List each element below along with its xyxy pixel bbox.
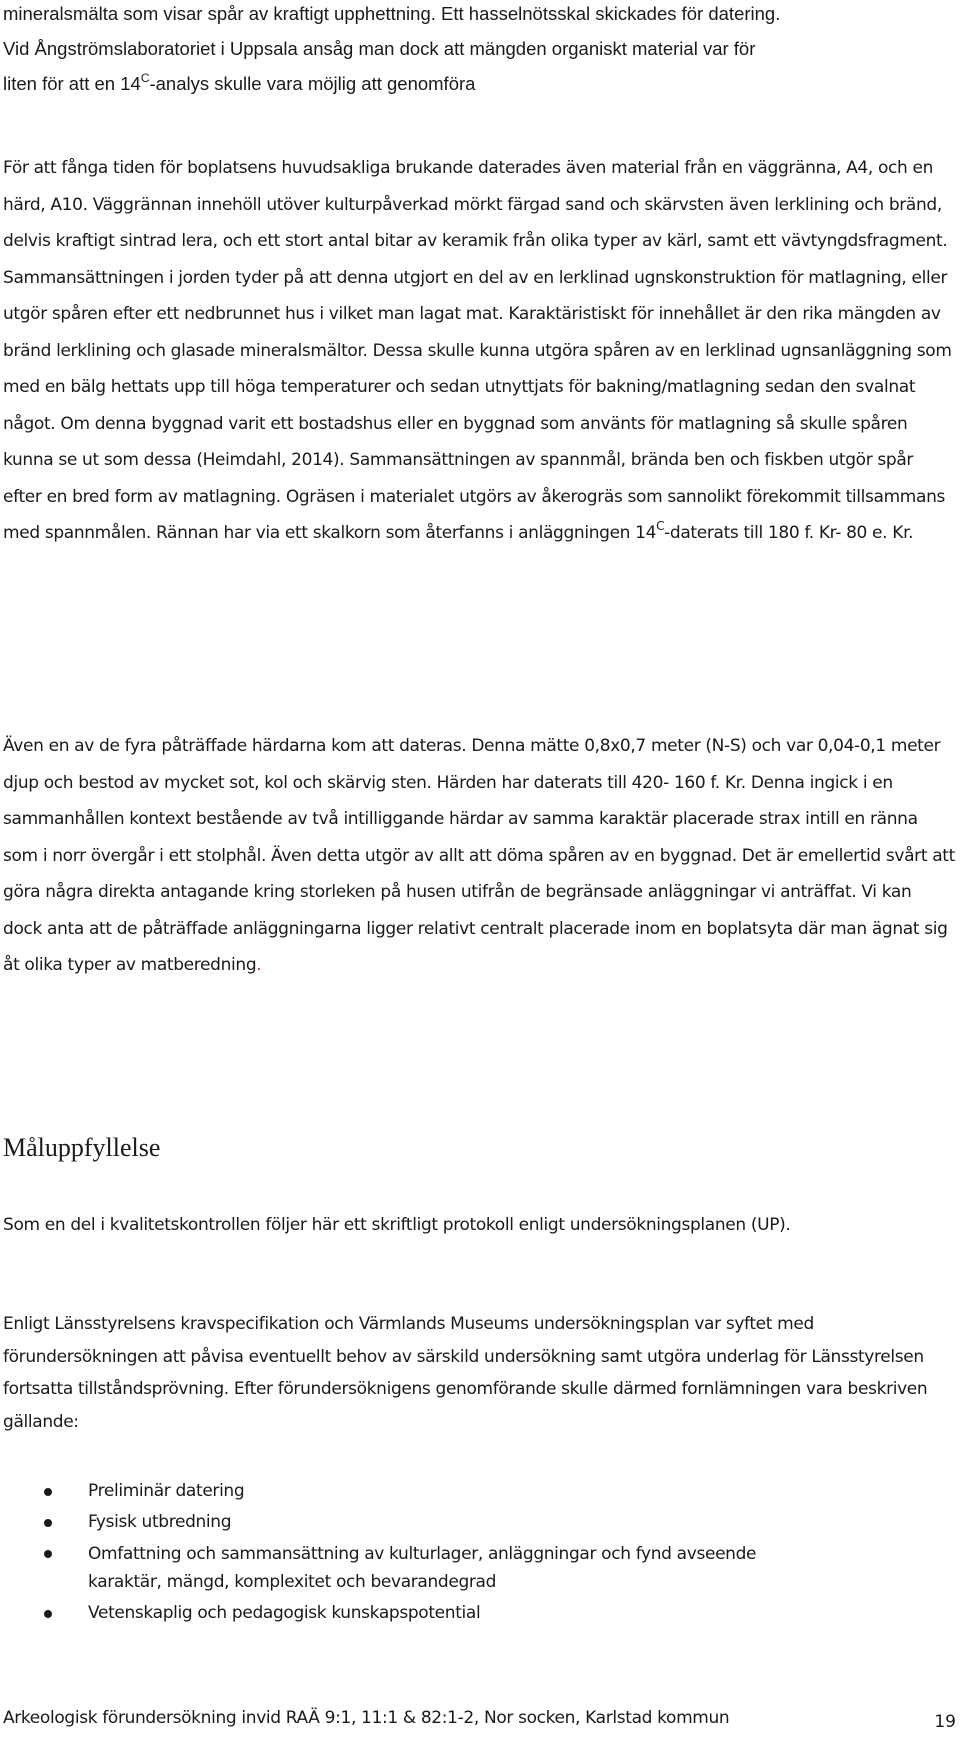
list-item [0, 1598, 900, 1629]
carbon-superscript: C [140, 71, 150, 85]
wall-trench-end: -daterats till 180 f. Kr- 80 e. Kr. [664, 523, 914, 543]
top-line-1: mineralsmälta som visar spår av kraftigt upphettning. Ett hasselnötsskal skickades för datering. [3, 3, 781, 24]
requirements-text: Enligt Länsstyrelsens kravspecifikation och Värmlands Museums undersökningsplan var syftet med förundersökningen att påvisa eventuellt behov av särskild undersökning samt utgöra underlag för Länsstyrelsen fortsatta tillståndsprövning. Efter förundersöknigens genomförande skulle därmed fornlämningen vara beskriven gällande: [3, 1314, 928, 1432]
footer-title: Arkeologisk förundersökning invid RAÄ 9:1, 11:1 & 82:1-2, Nor socken, Karlstad kommun [3, 1708, 730, 1728]
hearth-text: Även en av de fyra påträffade härdarna kom att dateras. Denna mätte 0,8x0,7 meter (N-S) och var 0,04-0,1 meter djup och bestod av mycket sot, kol och skärvig sten. Härden har daterats till 420- 160 f. Kr. Denna ingick i en sammanhållen kontext bestående av två intilliggande härdar av samma karaktär placerade strax intill en ränna som i norr övergår i ett stolphål. Även detta utgör av allt att döma spåren av en byggnad. Det är emellertid svårt att göra några direkta antagande kring storleken på husen utifrån de begränsade anläggningar vi anträffat. Vi kan dock anta att de påträffade anläggningarna ligger relativt centralt placerade inom en boplatsyta där man ägnat sig åt olika typer av matberedning [3, 736, 955, 975]
paragraph-hearth [3, 728, 955, 984]
bullet-icon [44, 1610, 52, 1618]
list-item-text: Vetenskaplig och pedagogisk kunskapspotential [88, 1603, 481, 1623]
top-line-3-pre: liten för att en 14 [3, 73, 141, 94]
list-item-text: Preliminär datering [88, 1481, 245, 1501]
quality-control-text: Som en del i kvalitetskontrollen följer här ett skriftligt protokoll enligt undersökningsplanen (UP). [3, 1215, 791, 1235]
bullet-icon [44, 1519, 52, 1527]
paragraph-wall-trench [3, 150, 955, 552]
list-item-text: Fysisk utbredning [88, 1512, 232, 1532]
list-item [0, 1538, 900, 1598]
bullet-icon [44, 1550, 52, 1558]
top-line-2: Vid Ångströmslaboratoriet i Uppsala ansåg man dock att mängden organiskt material var för [3, 38, 756, 59]
list-item-text: Omfattning och sammansättning av kulturlager, anläggningar och fynd avseende karaktär, mängd, komplexitet och bevarandegrad [88, 1544, 757, 1592]
top-line-3-post: -analys skulle vara möjlig att genomföra [149, 73, 476, 94]
requirements-list [0, 1476, 900, 1629]
carbon-superscript: C [656, 519, 665, 533]
red-period-mark: . [256, 955, 262, 975]
list-item [0, 1476, 900, 1507]
section-heading: Måluppfyllelse [3, 1133, 161, 1162]
bullet-icon [44, 1488, 52, 1496]
paragraph-quality-control [3, 1209, 955, 1242]
paragraph-requirements [3, 1308, 955, 1438]
paragraph-top-continuation [3, 0, 953, 101]
page-number: 19 [934, 1712, 956, 1732]
list-item [0, 1507, 900, 1538]
wall-trench-text: För att fånga tiden för boplatsens huvudsakliga brukande daterades även material från en väggränna, A4, och en härd, A10. Väggrännan innehöll utöver kulturpåverkad mörkt färgad sand och skärvsten även lerklining och bränd, delvis kraftigt sintrad lera, och ett stort antal bitar av keramik från olika typer av kärl, samt ett vävtyngdsfragment. Sammansättningen i jorden tyder på att denna utgjort en del av en lerklinad ugnskonstruktion för matlagning, eller utgör spåren efter ett nedbrunnet hus i vilket man lagat mat. Karaktäristiskt för innehållet är den rika mängden av bränd lerklining och glasade mineralsmältor. Dessa skulle kunna utgöra spåren av en lerklinad ugnsanläggning som med en bälg hettats upp till höga temperaturer och sedan utnyttjats för bakning/matlagning sedan den svalnat något. Om denna byggnad varit ett bostadshus eller en byggnad som använts för matlagning så skulle spåren kunna se ut som dessa (Heimdahl, 2014). Sammansättningen av spannmål, brända ben och fiskben utgör spår efter en bred form av matlagning. Ogräsen i materialet utgörs av åkerogräs som sannolikt förekommit tillsammans med spannmålen. Rännan har via ett skalkorn som återfanns i anläggningen 14 [3, 158, 952, 543]
